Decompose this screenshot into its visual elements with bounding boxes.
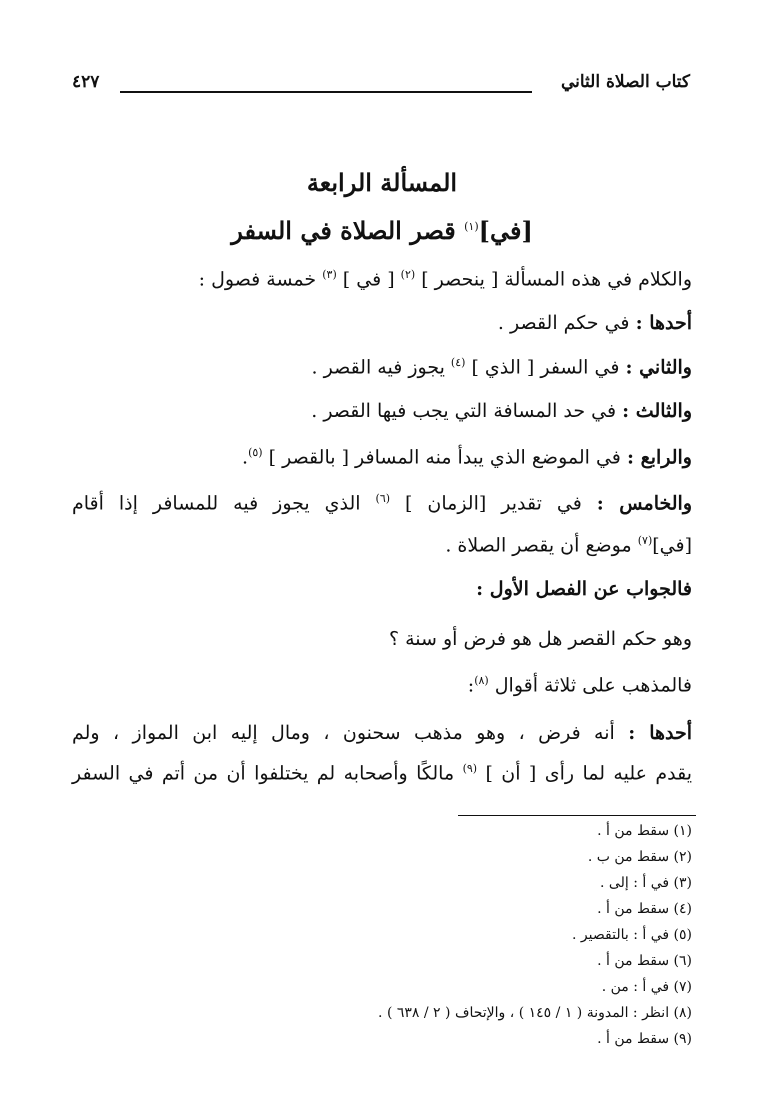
chapter-text-cont: يجوز فيه القصر . xyxy=(311,356,445,379)
page-number: ٤٢٧ xyxy=(72,72,100,92)
chapter-line-1 xyxy=(498,312,692,334)
chapter-text-cont: موضع أن يقصر الصلاة . xyxy=(445,534,632,557)
chapter-text: في حد المسافة التي يجب فيها القصر . xyxy=(311,400,617,422)
chapter-label: والخامس : xyxy=(596,492,692,515)
footnote-ref: (١) xyxy=(464,220,479,233)
chapter-label: والثاني : xyxy=(625,356,692,379)
bracket-text: [في] xyxy=(652,534,692,557)
answer-heading-text: فالجواب عن الفصل الأول : xyxy=(476,578,692,600)
madhhab-colon: : xyxy=(467,674,475,697)
footnote: (٦) سقط من أ . xyxy=(597,953,692,969)
chapter-line-2 xyxy=(312,356,692,378)
footnote: (٤) سقط من أ . xyxy=(597,901,692,917)
footnote: (٨) انظر : المدونة ( ١ / ١٤٥ ) ، والإتحاف ( ٢ / ٦٣٨ ) . xyxy=(378,1005,692,1021)
footnote-rule xyxy=(458,815,696,816)
chapter-text-cont: . xyxy=(242,446,249,469)
footnote-ref: (٣) xyxy=(322,268,337,281)
first-view-text-2a: يقدم عليه لما رأى [ أن ] xyxy=(485,762,692,785)
footnote: (١) سقط من أ . xyxy=(597,823,692,839)
subtitle-bracket: [في] xyxy=(478,216,533,245)
footnote: (٥) في أ : بالتقصير . xyxy=(572,927,692,943)
footnote: (٩) سقط من أ . xyxy=(597,1031,692,1047)
chapter-line-5 xyxy=(72,492,692,514)
footnote-ref: (٨) xyxy=(474,674,489,687)
first-view-label: أحدها : xyxy=(628,722,693,744)
chapter-text: في السفر [ الذي ] xyxy=(471,356,620,379)
chapter-label: أحدها : xyxy=(635,312,692,334)
chapter-line-3 xyxy=(311,400,692,422)
chapter-line-5-cont xyxy=(445,534,692,556)
intro-text-2: [ في ] xyxy=(342,268,395,291)
section-subtitle xyxy=(0,216,764,245)
chapter-text: في حكم القصر . xyxy=(497,312,630,334)
chapter-text: في الموضع الذي يبدأ منه المسافر [ بالقصر ] xyxy=(268,446,621,469)
footnote: (٢) سقط من ب . xyxy=(587,849,692,865)
question-line xyxy=(389,628,692,650)
footnote-ref: (٥) xyxy=(248,446,263,459)
header-rule xyxy=(120,91,532,93)
madhhab-text: فالمذهب على ثلاثة أقوال xyxy=(494,674,692,697)
chapter-line-4 xyxy=(242,446,692,468)
intro-line xyxy=(199,268,692,290)
first-view-text-2b: مالكًا وأصحابه لم يختلفوا أن من أتم في السفر xyxy=(72,762,455,785)
running-title: كتاب الصلاة الثاني xyxy=(560,72,690,92)
first-view-line-1 xyxy=(72,722,692,744)
chapter-label: والثالث : xyxy=(622,400,692,422)
running-header xyxy=(72,72,690,102)
footnote: (٧) في أ : من . xyxy=(601,979,692,995)
first-view-line-2 xyxy=(72,762,692,784)
footnote-ref: (٢) xyxy=(400,268,416,281)
footnote-ref: (٤) xyxy=(450,356,466,369)
section-title: المسألة الرابعة xyxy=(306,168,458,197)
answer-heading xyxy=(476,578,692,600)
intro-text-1: والكلام في هذه المسألة [ ينحصر ] xyxy=(421,268,692,291)
chapter-label: والرابع : xyxy=(626,446,692,469)
madhhab-line xyxy=(468,674,692,696)
intro-text-3: خمسة فصول : xyxy=(198,268,317,291)
subtitle-text: قصر الصلاة في السفر xyxy=(231,216,456,245)
footnote-ref: (٧) xyxy=(637,534,653,547)
question-text: وهو حكم القصر هل هو فرض أو سنة ؟ xyxy=(388,628,692,650)
footnote: (٣) في أ : إلى . xyxy=(600,875,692,891)
footnote-ref: (٩) xyxy=(462,762,478,775)
chapter-text-cont: الذي يجوز فيه للمسافر إذا أقام xyxy=(72,492,361,515)
footnote-ref: (٦) xyxy=(375,492,391,505)
first-view-text: أنه فرض ، وهو مذهب سحنون ، ومال إليه ابن المواز ، ولم xyxy=(72,722,615,744)
chapter-text: في تقدير [الزمان ] xyxy=(405,492,582,515)
